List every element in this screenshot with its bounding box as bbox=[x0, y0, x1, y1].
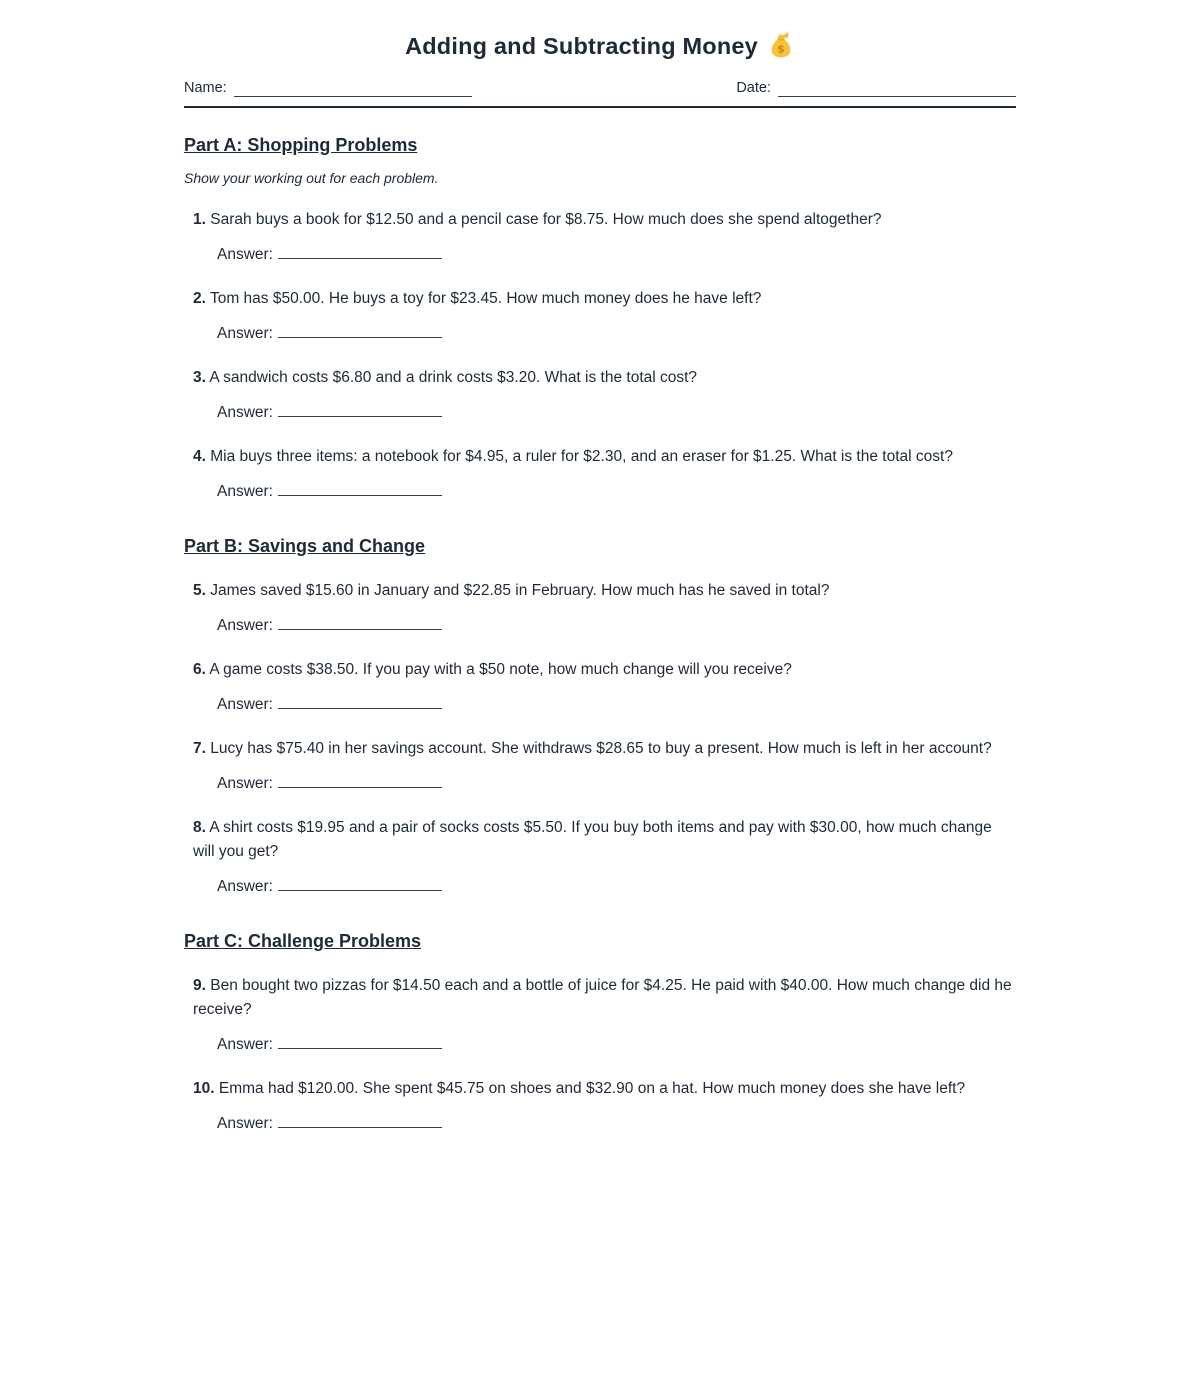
answer-blank-line bbox=[278, 616, 442, 630]
question-9 bbox=[184, 974, 1016, 1055]
question-number: 3. bbox=[193, 369, 206, 386]
section-heading-part-a: Part A: Shopping Problems bbox=[184, 135, 418, 155]
instructions-note: Show your working out for each problem. bbox=[184, 170, 439, 186]
question-number: 9. bbox=[193, 977, 206, 994]
date-field bbox=[736, 80, 1016, 97]
question-10 bbox=[184, 1077, 1016, 1134]
question-text: James saved $15.60 in January and $22.85 in February. How much has he saved in total? bbox=[210, 582, 830, 599]
question-5 bbox=[184, 579, 1016, 636]
answer-row bbox=[217, 1114, 1016, 1134]
question-text: A shirt costs $19.95 and a pair of socks costs $5.50. If you buy both items and pay with $30.00, how much change will you get? bbox=[193, 819, 992, 860]
answer-label: Answer: bbox=[217, 1115, 273, 1132]
question-text: Lucy has $75.40 in her savings account. She withdraws $28.65 to buy a present. How much is left in her account? bbox=[210, 740, 992, 757]
question-text: A sandwich costs $6.80 and a drink costs $3.20. What is the total cost? bbox=[209, 369, 698, 386]
money-bag-icon bbox=[767, 32, 795, 60]
date-label: Date: bbox=[736, 80, 771, 96]
name-blank-line bbox=[234, 82, 472, 97]
answer-blank-line bbox=[278, 774, 442, 788]
question-number: 2. bbox=[193, 290, 206, 307]
name-field bbox=[184, 80, 472, 97]
question-text: Tom has $50.00. He buys a toy for $23.45. How much money does he have left? bbox=[209, 290, 762, 307]
worksheet-content bbox=[184, 0, 1016, 1134]
question-text: Ben bought two pizzas for $14.50 each and a bottle of juice for $4.25. He paid with $40.00. How much change did he receive? bbox=[193, 977, 1012, 1018]
question-7 bbox=[184, 737, 1016, 794]
question-number: 10. bbox=[193, 1080, 215, 1097]
answer-label: Answer: bbox=[217, 775, 273, 792]
question-number: 6. bbox=[193, 661, 206, 678]
page-title-text: Adding and Subtracting Money bbox=[405, 32, 758, 59]
section-heading-part-c: Part C: Challenge Problems bbox=[184, 931, 422, 951]
answer-row bbox=[217, 695, 1016, 715]
answer-blank-line bbox=[278, 482, 442, 496]
section-part-a bbox=[184, 135, 1016, 502]
answer-label: Answer: bbox=[217, 404, 273, 421]
svg-text:$: $ bbox=[777, 42, 785, 56]
answer-label: Answer: bbox=[217, 325, 273, 342]
question-text: A game costs $38.50. If you pay with a $50 note, how much change will you receive? bbox=[209, 661, 792, 678]
question-text: Mia buys three items: a notebook for $4.95, a ruler for $2.30, and an eraser for $1.25. What is the total cost? bbox=[210, 448, 953, 465]
answer-row bbox=[217, 245, 1016, 265]
section-heading-part-b: Part B: Savings and Change bbox=[184, 536, 426, 556]
name-date-row bbox=[184, 80, 1016, 97]
question-number: 8. bbox=[193, 819, 206, 836]
question-2 bbox=[184, 287, 1016, 344]
answer-label: Answer: bbox=[217, 696, 273, 713]
answer-label: Answer: bbox=[217, 246, 273, 263]
answer-row bbox=[217, 616, 1016, 636]
answer-row bbox=[217, 482, 1016, 502]
answer-blank-line bbox=[278, 1114, 442, 1128]
question-text: Sarah buys a book for $12.50 and a pencil case for $8.75. How much does she spend altogether? bbox=[210, 211, 882, 228]
answer-row bbox=[217, 877, 1016, 897]
answer-blank-line bbox=[278, 403, 442, 417]
question-number: 4. bbox=[193, 448, 206, 465]
answer-label: Answer: bbox=[217, 483, 273, 500]
name-label: Name: bbox=[184, 80, 227, 96]
question-8 bbox=[184, 816, 1016, 897]
answer-row bbox=[217, 324, 1016, 344]
answer-blank-line bbox=[278, 245, 442, 259]
question-3 bbox=[184, 366, 1016, 423]
question-4 bbox=[184, 445, 1016, 502]
date-blank-line bbox=[778, 82, 1016, 97]
question-number: 7. bbox=[193, 740, 206, 757]
header-divider bbox=[184, 106, 1016, 108]
answer-blank-line bbox=[278, 877, 442, 891]
answer-label: Answer: bbox=[217, 617, 273, 634]
question-1 bbox=[184, 208, 1016, 265]
question-number: 1. bbox=[193, 211, 206, 228]
section-part-b bbox=[184, 536, 1016, 897]
section-part-c bbox=[184, 931, 1016, 1134]
answer-row bbox=[217, 403, 1016, 423]
answer-label: Answer: bbox=[217, 1036, 273, 1053]
answer-label: Answer: bbox=[217, 878, 273, 895]
question-text: Emma had $120.00. She spent $45.75 on shoes and $32.90 on a hat. How much money does she have left? bbox=[218, 1080, 966, 1097]
answer-row bbox=[217, 1035, 1016, 1055]
answer-blank-line bbox=[278, 324, 442, 338]
answer-row bbox=[217, 774, 1016, 794]
question-number: 5. bbox=[193, 582, 206, 599]
answer-blank-line bbox=[278, 695, 442, 709]
page-title bbox=[184, 32, 1016, 60]
answer-blank-line bbox=[278, 1035, 442, 1049]
question-6 bbox=[184, 658, 1016, 715]
